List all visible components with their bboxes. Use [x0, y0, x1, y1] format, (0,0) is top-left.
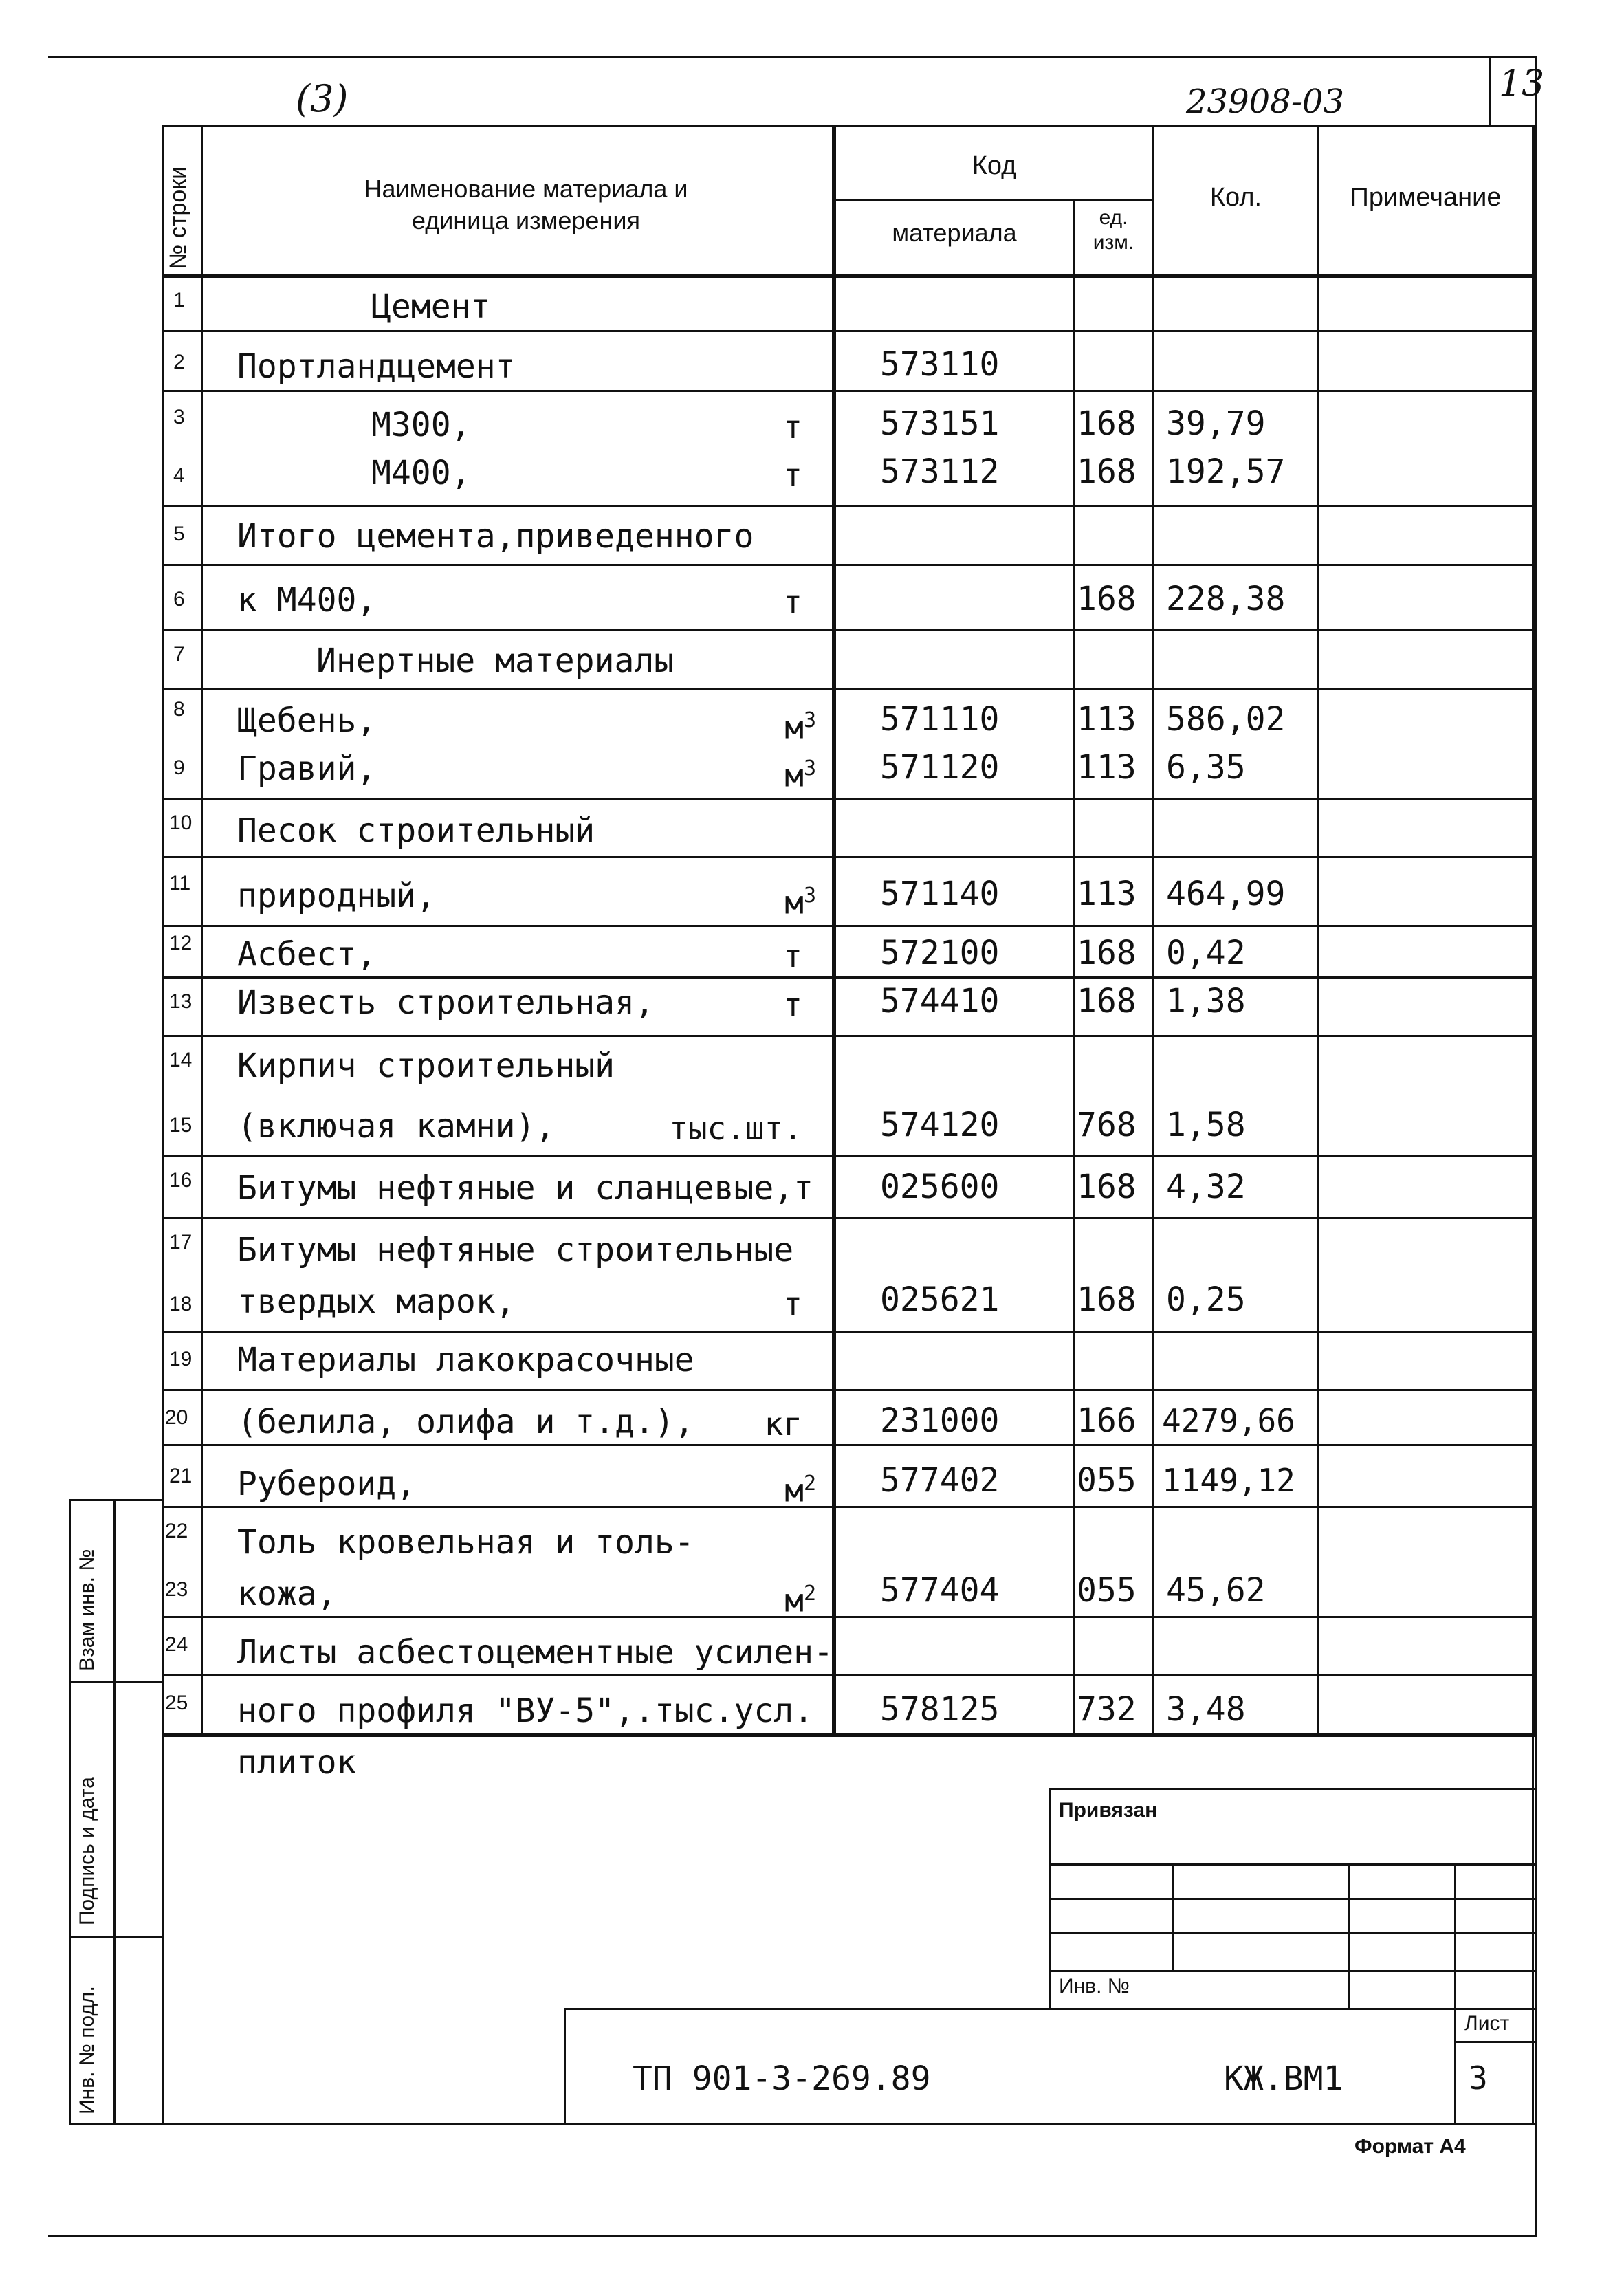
row-name-12: Асбест,	[237, 935, 377, 974]
unit-23-exp: 2	[803, 1582, 816, 1606]
row-sep-4	[162, 505, 1535, 507]
row-name-21: Рубероид,	[237, 1465, 417, 1503]
row-name-16: Битумы нефтяные и сланцевые,т	[237, 1169, 814, 1207]
header-row-no: № строки	[165, 166, 191, 270]
side-strip-sep-2	[69, 1936, 162, 1938]
row-name-7: Инертные материалы	[316, 642, 674, 680]
page-bottom-line	[48, 2235, 1537, 2237]
header-qty: Кол.	[1209, 183, 1262, 212]
stamp-grid-line-1	[1049, 1863, 1535, 1866]
side-vzam-label: Взам инв. №	[76, 1549, 98, 1671]
row-name-continuation: плиток	[237, 1743, 357, 1782]
stamp-grid-col-1	[1172, 1863, 1174, 1970]
row-sep-7	[162, 688, 1535, 690]
row-name-17: Битумы нефтяные строительные	[237, 1231, 794, 1269]
row-unitcode-25: 732	[1077, 1690, 1137, 1729]
row-unitcode-21: 055	[1077, 1461, 1137, 1500]
row-unit-23	[784, 1575, 816, 1619]
table-top	[162, 125, 1535, 127]
stamp-grid-col-3	[1454, 1863, 1456, 2008]
row-name-1: Цемент	[371, 287, 491, 326]
stamp-grid-col-2	[1348, 1863, 1350, 2008]
row-sep-23	[162, 1616, 1535, 1618]
row-name-2: Портландцемент	[237, 347, 516, 386]
col-note-right	[1532, 125, 1536, 1734]
row-name-18: твердых марок,	[237, 1282, 516, 1321]
row-name-5: Итого цемента,приведенного	[237, 517, 754, 556]
row-code-20: 231000	[880, 1401, 1000, 1440]
header-code-unit-2: изм.	[1093, 231, 1134, 254]
header-name: Наименование материала и единица измерения	[364, 175, 688, 234]
stamp-grid-line-3	[1049, 1932, 1535, 1934]
row-no-16: 16	[169, 1169, 193, 1192]
row-sep-21	[162, 1506, 1535, 1508]
row-no-4: 4	[173, 464, 185, 487]
row-code-15: 574120	[880, 1106, 1000, 1144]
sheet-box-left	[1489, 56, 1491, 125]
row-qty-6: 228,38	[1166, 580, 1286, 618]
side-strip-left	[69, 1499, 71, 2125]
row-name-22: Толь кровельная и толь-	[237, 1523, 694, 1562]
code-subheader-line	[832, 199, 1152, 201]
row-code-13: 574410	[880, 982, 1000, 1020]
row-no-5: 5	[173, 523, 185, 545]
row-code-23: 577404	[880, 1571, 1000, 1610]
row-qty-9: 6,35	[1166, 748, 1246, 787]
unit-11-base: м	[784, 884, 804, 921]
corner-mark: (3)	[296, 77, 349, 120]
row-name-4: М400,	[371, 454, 471, 492]
stamp-main-left	[564, 2008, 566, 2123]
row-sep-18	[162, 1331, 1535, 1333]
header-bottom	[162, 274, 1535, 278]
row-qty-13: 1,38	[1166, 982, 1246, 1020]
row-unitcode-23: 055	[1077, 1571, 1137, 1610]
row-unitcode-8: 113	[1077, 700, 1137, 739]
row-code-12: 572100	[880, 934, 1000, 972]
row-code-9: 571120	[880, 748, 1000, 787]
col-note-left	[1317, 125, 1319, 1734]
row-code-11: 571140	[880, 875, 1000, 913]
row-unitcode-20: 166	[1077, 1401, 1137, 1440]
row-sep-20	[162, 1444, 1535, 1446]
row-no-20: 20	[165, 1406, 188, 1429]
row-no-15: 15	[169, 1114, 193, 1137]
col-name-left	[201, 125, 203, 1734]
row-unitcode-13: 168	[1077, 982, 1137, 1020]
row-unitcode-12: 168	[1077, 934, 1137, 972]
side-strip-sep-1	[69, 1681, 162, 1683]
stamp-privyazan-label: Привязан	[1059, 1799, 1158, 1822]
row-name-3: М300,	[371, 406, 471, 444]
stamp-main-top	[564, 2008, 1535, 2010]
row-no-14: 14	[169, 1049, 193, 1071]
side-strip-top	[69, 1499, 162, 1501]
row-sep-12	[162, 976, 1535, 979]
row-sep-11	[162, 925, 1535, 927]
row-no-1: 1	[173, 289, 185, 311]
unit-23-base: м	[784, 1582, 804, 1619]
document-code-handwritten: 23908-03	[1186, 83, 1344, 121]
unit-21-exp: 2	[803, 1472, 816, 1496]
row-unit-9	[784, 750, 816, 794]
row-name-25: ного профиля "ВУ-5",.тыс.усл.	[237, 1692, 814, 1730]
stamp-list-number: 3	[1469, 2059, 1488, 2097]
header-code-unit-1: ед.	[1099, 206, 1128, 229]
row-name-13: Известь строительная,	[237, 983, 655, 1022]
page-top-line	[48, 56, 1537, 58]
row-qty-8: 586,02	[1166, 700, 1286, 739]
row-no-25: 25	[165, 1692, 188, 1714]
row-qty-21: 1149,12	[1162, 1462, 1295, 1499]
row-name-9: Гравий,	[237, 750, 377, 788]
row-qty-4: 192,57	[1166, 452, 1286, 491]
stamp-privyazan-top	[1049, 1788, 1535, 1790]
row-unitcode-16: 168	[1077, 1168, 1137, 1206]
row-unitcode-4: 168	[1077, 452, 1137, 491]
side-inv-podl-label: Инв. № подл.	[76, 1986, 98, 2114]
format-label: Формат А4	[1354, 2135, 1466, 2158]
col-code-left	[832, 125, 836, 1734]
row-qty-20: 4279,66	[1162, 1402, 1295, 1439]
unit-21-base: м	[784, 1472, 804, 1509]
row-no-24: 24	[165, 1633, 188, 1656]
row-unit-15: тыс.шт.	[669, 1110, 802, 1147]
stamp-list-label: Лист	[1464, 2012, 1510, 2035]
row-unitcode-11: 113	[1077, 875, 1137, 913]
row-unitcode-9: 113	[1077, 748, 1137, 787]
row-code-3: 573151	[880, 404, 1000, 443]
stamp-grid-line-2	[1049, 1898, 1535, 1900]
row-no-2: 2	[173, 351, 185, 373]
row-qty-23: 45,62	[1166, 1571, 1266, 1610]
row-sep-19	[162, 1389, 1535, 1391]
row-unit-3: т	[783, 408, 802, 446]
header-code-material: материала	[892, 219, 1017, 247]
frame-bottom	[69, 2123, 1535, 2125]
table-left	[162, 125, 164, 2123]
row-qty-18: 0,25	[1166, 1280, 1246, 1319]
row-sep-2	[162, 390, 1535, 392]
row-sep-1	[162, 330, 1535, 332]
row-sep-16	[162, 1217, 1535, 1219]
row-sep-10	[162, 856, 1535, 858]
row-code-4: 573112	[880, 452, 1000, 491]
stamp-list-divider	[1454, 2041, 1535, 2043]
frame-right-lower	[1532, 1734, 1534, 2123]
side-strip-mid	[113, 1499, 116, 2125]
row-unit-6: т	[783, 584, 802, 621]
row-name-11: природный,	[237, 877, 436, 915]
unit-11-exp: 3	[803, 884, 816, 908]
stamp-inv-no-label: Инв. №	[1059, 1975, 1130, 1998]
stamp-grid-line-4	[1049, 1970, 1535, 1972]
row-code-8: 571110	[880, 700, 1000, 739]
unit-8-exp: 3	[803, 708, 816, 732]
row-code-16: 025600	[880, 1168, 1000, 1206]
stamp-list-left	[1454, 2008, 1456, 2123]
header-note: Примечание	[1350, 183, 1502, 212]
row-name-20: (белила, олифа и т.д.),	[237, 1403, 694, 1441]
row-no-11: 11	[169, 872, 191, 895]
row-no-18: 18	[169, 1293, 193, 1315]
row-no-10: 10	[169, 811, 193, 834]
row-qty-25: 3,48	[1166, 1690, 1246, 1729]
row-no-7: 7	[173, 643, 185, 666]
row-unitcode-15: 768	[1077, 1106, 1137, 1144]
unit-8-base: м	[784, 708, 804, 746]
row-unit-18: т	[783, 1285, 802, 1322]
row-unit-4: т	[783, 457, 802, 494]
row-no-6: 6	[173, 588, 185, 611]
row-sep-9	[162, 798, 1535, 800]
row-no-9: 9	[173, 756, 185, 779]
row-unit-8	[784, 701, 816, 746]
row-qty-12: 0,42	[1166, 934, 1246, 972]
row-code-25: 578125	[880, 1690, 1000, 1729]
row-no-19: 19	[169, 1348, 193, 1370]
side-podpis-label: Подпись и дата	[76, 1777, 98, 1925]
row-sep-6	[162, 629, 1535, 631]
row-code-18: 025621	[880, 1280, 1000, 1319]
row-unit-21	[784, 1465, 816, 1509]
row-unit-11	[784, 877, 816, 921]
row-no-3: 3	[173, 406, 185, 428]
row-no-17: 17	[169, 1231, 193, 1254]
row-no-13: 13	[169, 990, 193, 1013]
row-sep-13	[162, 1035, 1535, 1037]
row-code-2: 573110	[880, 345, 1000, 384]
row-sep-15	[162, 1155, 1535, 1157]
row-no-23: 23	[165, 1578, 188, 1601]
row-qty-11: 464,99	[1166, 875, 1286, 913]
row-no-21: 21	[169, 1465, 193, 1487]
row-name-8: Щебень,	[237, 701, 377, 740]
row-name-23: кожа,	[237, 1575, 337, 1613]
row-name-10: Песок строительный	[237, 811, 595, 850]
row-unit-20: кг	[764, 1406, 802, 1443]
header-name-line	[220, 173, 832, 237]
row-name-15: (включая камни),	[237, 1107, 556, 1146]
row-name-19: Материалы лакокрасочные	[237, 1341, 694, 1379]
row-sep-5	[162, 564, 1535, 566]
col-unitcode-left	[1073, 199, 1075, 1734]
row-unit-13: т	[783, 986, 802, 1023]
row-unitcode-6: 168	[1077, 580, 1137, 618]
col-qty-left	[1152, 125, 1154, 1734]
row-qty-3: 39,79	[1166, 404, 1266, 443]
stamp-section-code: КЖ.ВМ1	[1224, 2059, 1343, 2098]
row-no-8: 8	[173, 698, 185, 721]
sheet-number-handwritten: 13	[1499, 63, 1545, 105]
row-unitcode-3: 168	[1077, 404, 1137, 443]
row-unit-12: т	[783, 938, 802, 975]
row-name-14: Кирпич строительный	[237, 1047, 615, 1085]
row-no-12: 12	[169, 932, 193, 954]
unit-9-base: м	[784, 756, 804, 794]
row-name-24: Листы асбестоцементные усилен-	[237, 1633, 833, 1672]
row-unitcode-18: 168	[1077, 1280, 1137, 1319]
table-body-bottom	[162, 1733, 1535, 1737]
unit-9-exp: 3	[803, 756, 816, 780]
row-code-21: 577402	[880, 1461, 1000, 1500]
row-no-22: 22	[165, 1520, 188, 1542]
row-qty-15: 1,58	[1166, 1106, 1246, 1144]
row-sep-24	[162, 1674, 1535, 1676]
header-code-group: Код	[972, 151, 1017, 180]
row-qty-16: 4,32	[1166, 1168, 1246, 1206]
stamp-doc-code: ТП 901-3-269.89	[633, 2059, 931, 2098]
row-name-6: к М400,	[237, 581, 377, 620]
